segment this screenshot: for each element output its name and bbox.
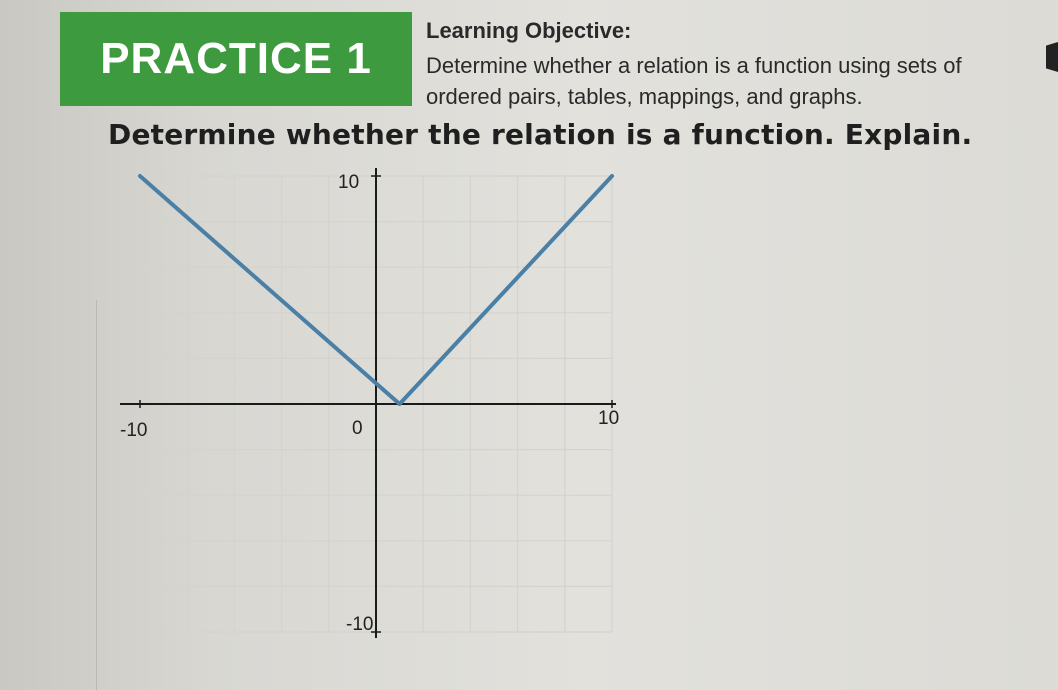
y-tick-label-10: 10 [338,172,360,193]
x-tick-label-neg-10: -10 [120,420,148,441]
question-prompt: Determine whether the relation is a function. Explain. [108,118,973,151]
objective-text: Determine whether a relation is a function using sets of ordered pairs, tables, mappings, and graphs. [426,53,962,109]
x-tick-label-10: 10 [598,408,620,429]
y-tick-label-neg-10: -10 [346,614,374,635]
axes [120,168,616,638]
origin-label: 0 [352,418,363,439]
practice-label: PRACTICE 1 [100,34,372,83]
objective-title: Learning Objective: [426,18,632,43]
